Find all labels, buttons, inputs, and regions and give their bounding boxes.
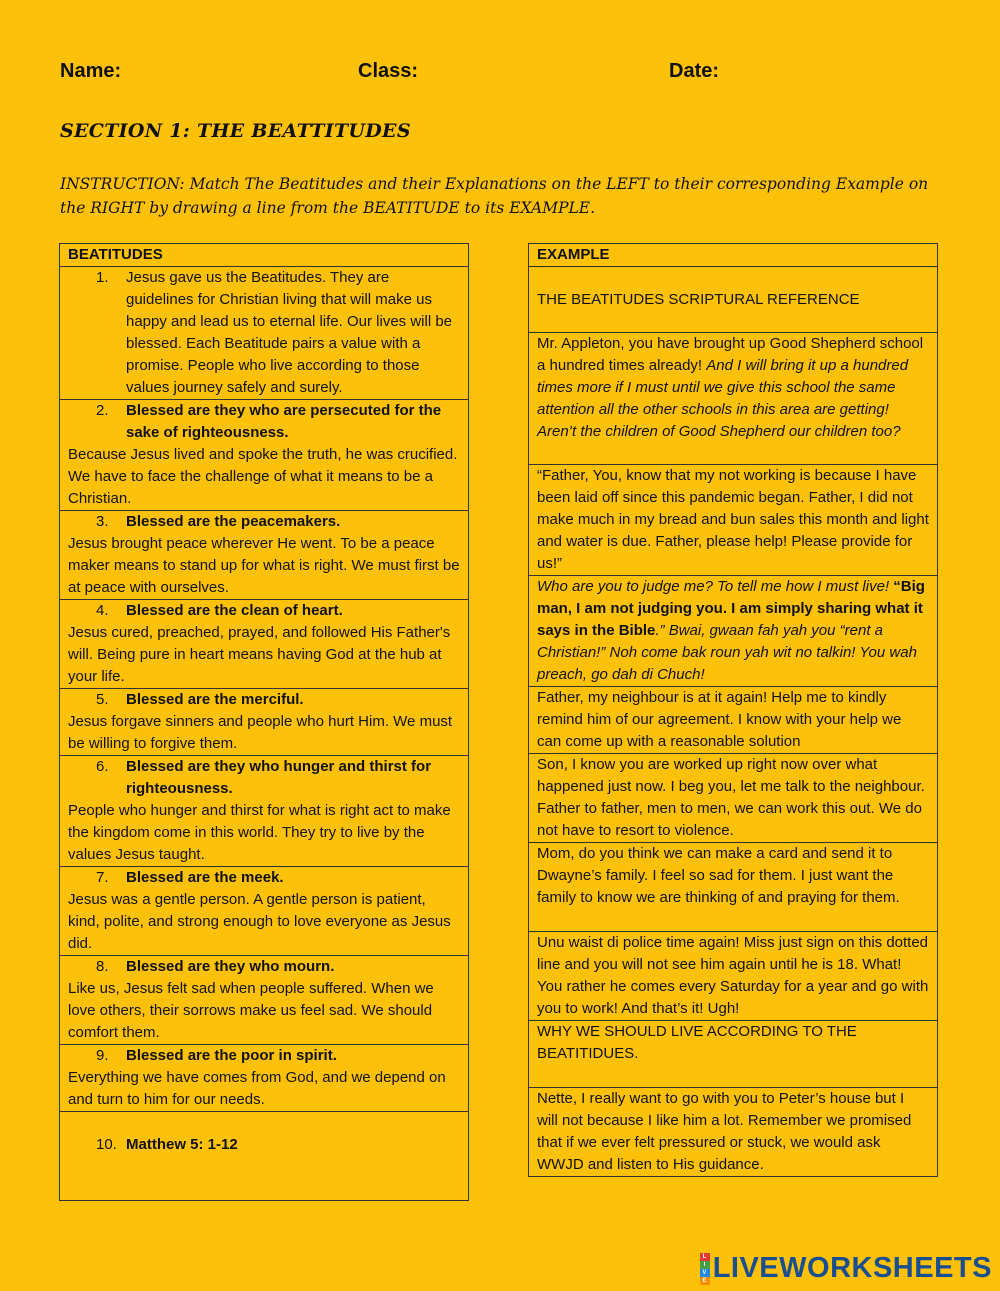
example-row[interactable]: [529, 267, 938, 333]
beatitude-explanation: People who hunger and thirst for what is right act to make the kingdom come in this world. They try to live by the values Jesus taught.: [68, 802, 451, 863]
beatitude-title: Blessed are the merciful.: [126, 691, 304, 708]
row-number: 3.: [96, 513, 109, 530]
example-text-bold: “Big man, I am not judging you. I am simply sharing what it says in the Bible: [537, 578, 925, 639]
example-row[interactable]: [529, 465, 938, 576]
row-number: 6.: [96, 758, 109, 775]
beatitude-row[interactable]: [60, 689, 469, 756]
beatitude-row[interactable]: [60, 867, 469, 956]
example-text: Unu waist di police time again! Miss just sign on this dotted line and you will not see him again until he is 18. What! You rather he comes every Saturday for a year and go with you to work! And that’s it! Ugh!: [537, 934, 929, 1017]
beatitude-explanation: Everything we have comes from God, and we depend on and turn to him for our needs.: [68, 1069, 446, 1108]
example-text: THE BEATITUDES SCRIPTURAL REFERENCE: [537, 290, 860, 308]
example-row[interactable]: [529, 687, 938, 754]
beatitude-title: Blessed are the meek.: [126, 869, 284, 886]
row-number: 7.: [96, 869, 109, 886]
example-row[interactable]: [529, 932, 938, 1021]
example-text: Mom, do you think we can make a card and send it to Dwayne’s family. I feel so sad for them. I just want the family to know we are thinking of and praying for them.: [537, 845, 900, 906]
beatitudes-header: BEATITUDES: [60, 244, 469, 267]
row-number: 5.: [96, 691, 109, 708]
example-text: Mr. Appleton, you have brought up Good Shepherd school a hundred times already!: [537, 335, 924, 374]
date-label: Date:: [669, 60, 720, 82]
beatitude-title: Blessed are the clean of heart.: [126, 602, 343, 619]
row-number: 4.: [96, 602, 109, 619]
example-text: WHY WE SHOULD LIVE ACCORDING TO THE BEATITIDUES.: [537, 1023, 857, 1062]
beatitude-row[interactable]: [60, 600, 469, 689]
beatitude-title: Blessed are the peacemakers.: [126, 513, 341, 530]
section-title: SECTION 1: THE BEATTITUDES: [60, 120, 411, 142]
beatitude-title: Blessed are they who mourn.: [126, 958, 335, 975]
row-text: Jesus gave us the Beatitudes. They are guidelines for Christian living that will make us happy and lead us to eternal life. Our lives will be blessed. Each Beatitude pairs a value with a promise. People who live according to those values journey safely and surely.: [126, 269, 453, 396]
beatitude-title: Blessed are they who are persecuted for the sake of righteousness.: [126, 402, 442, 441]
beatitude-explanation: Jesus cured, preached, prayed, and followed His Father's will. Being pure in heart means having God at the hub at your life.: [68, 624, 451, 685]
example-text: Father, my neighbour is at it again! Help me to kindly remind him of our agreement. I know with your help we can come up with a reasonable solution: [537, 689, 902, 750]
beatitude-explanation: Because Jesus lived and spoke the truth, he was crucified. We have to face the challenge of what it means to be a Christian.: [68, 446, 458, 507]
example-row[interactable]: [529, 754, 938, 843]
logo-text: LIVEWORKSHEETS: [712, 1252, 992, 1284]
beatitude-row[interactable]: [60, 1112, 469, 1201]
example-text-italic: Who are you to judge me? To tell me how I must live!: [537, 578, 894, 595]
example-row[interactable]: [529, 333, 938, 465]
example-text: “Father, You, know that my not working is because I have been laid off since this pandemic began. Father, I did not make much in my bread and bun sales this month and light and water is due. Father, please help! Please provide for us!”: [537, 467, 929, 572]
name-label: Name:: [60, 60, 122, 82]
beatitude-row[interactable]: [60, 756, 469, 867]
row-number: 2.: [96, 402, 109, 419]
example-text-italic: .” Bwai, gwaan fah yah you “rent a Christian!” Noh come bak roun yah wit no talkin! You wah preach, go dah di Chuch!: [537, 622, 917, 683]
beatitude-title: Matthew 5: 1-12: [126, 1136, 238, 1153]
class-label: Class:: [358, 60, 419, 82]
beatitudes-table: [59, 243, 469, 1201]
beatitude-title: Blessed are they who hunger and thirst for righteousness.: [126, 758, 432, 797]
instruction-text: INSTRUCTION: Match The Beatitudes and their Explanations on the LEFT to their corresponding Example on the RIGHT by drawing a line from the BEATITUDE to its EXAMPLE.: [60, 175, 929, 217]
beatitude-explanation: Jesus brought peace wherever He went. To be a peace maker means to stand up for what is right. We must first be at peace with ourselves.: [68, 535, 460, 596]
example-row[interactable]: [529, 843, 938, 932]
beatitude-explanation: Jesus forgave sinners and people who hurt Him. We must be willing to forgive them.: [68, 713, 453, 752]
examples-table: [528, 243, 938, 1177]
beatitude-row[interactable]: [60, 267, 469, 400]
examples-header: EXAMPLE: [529, 244, 938, 267]
example-row[interactable]: [529, 1088, 938, 1177]
beatitude-row[interactable]: [60, 511, 469, 600]
beatitude-row[interactable]: [60, 400, 469, 511]
example-text: Nette, I really want to go with you to Peter’s house but I will not because I like him a lot. Remember we promised that if we ever felt pressured or stuck, we would ask WWJD and listen to His guidance.: [537, 1090, 912, 1173]
example-text: Son, I know you are worked up right now over what happened just now. I beg you, let me talk to the neighbour. Father to father, men to men, we can work this out. We do not have to resort to violence.: [537, 756, 925, 839]
row-number: 8.: [96, 958, 109, 975]
logo-badge-icon: L I V E: [700, 1253, 710, 1285]
beatitude-explanation: Jesus was a gentle person. A gentle person is patient, kind, polite, and strong enough to love everyone as Jesus did.: [68, 891, 451, 952]
row-number: 9.: [96, 1047, 109, 1064]
liveworksheets-logo[interactable]: [700, 1252, 992, 1285]
row-number: 10.: [96, 1136, 117, 1153]
row-number: 1.: [96, 269, 109, 286]
beatitude-row[interactable]: [60, 1045, 469, 1112]
beatitude-title: Blessed are the poor in spirit.: [126, 1047, 337, 1064]
example-row[interactable]: [529, 1021, 938, 1088]
beatitude-row[interactable]: [60, 956, 469, 1045]
beatitude-explanation: Like us, Jesus felt sad when people suffered. When we love others, their sorrows make us feel sad. We should comfort them.: [68, 980, 434, 1041]
example-row[interactable]: [529, 576, 938, 687]
example-text-italic: And I will bring it up a hundred times more if I must until we give this school the same attention all the other schools in this area are getting! Aren’t the children of Good Shepherd our children too?: [537, 357, 909, 440]
